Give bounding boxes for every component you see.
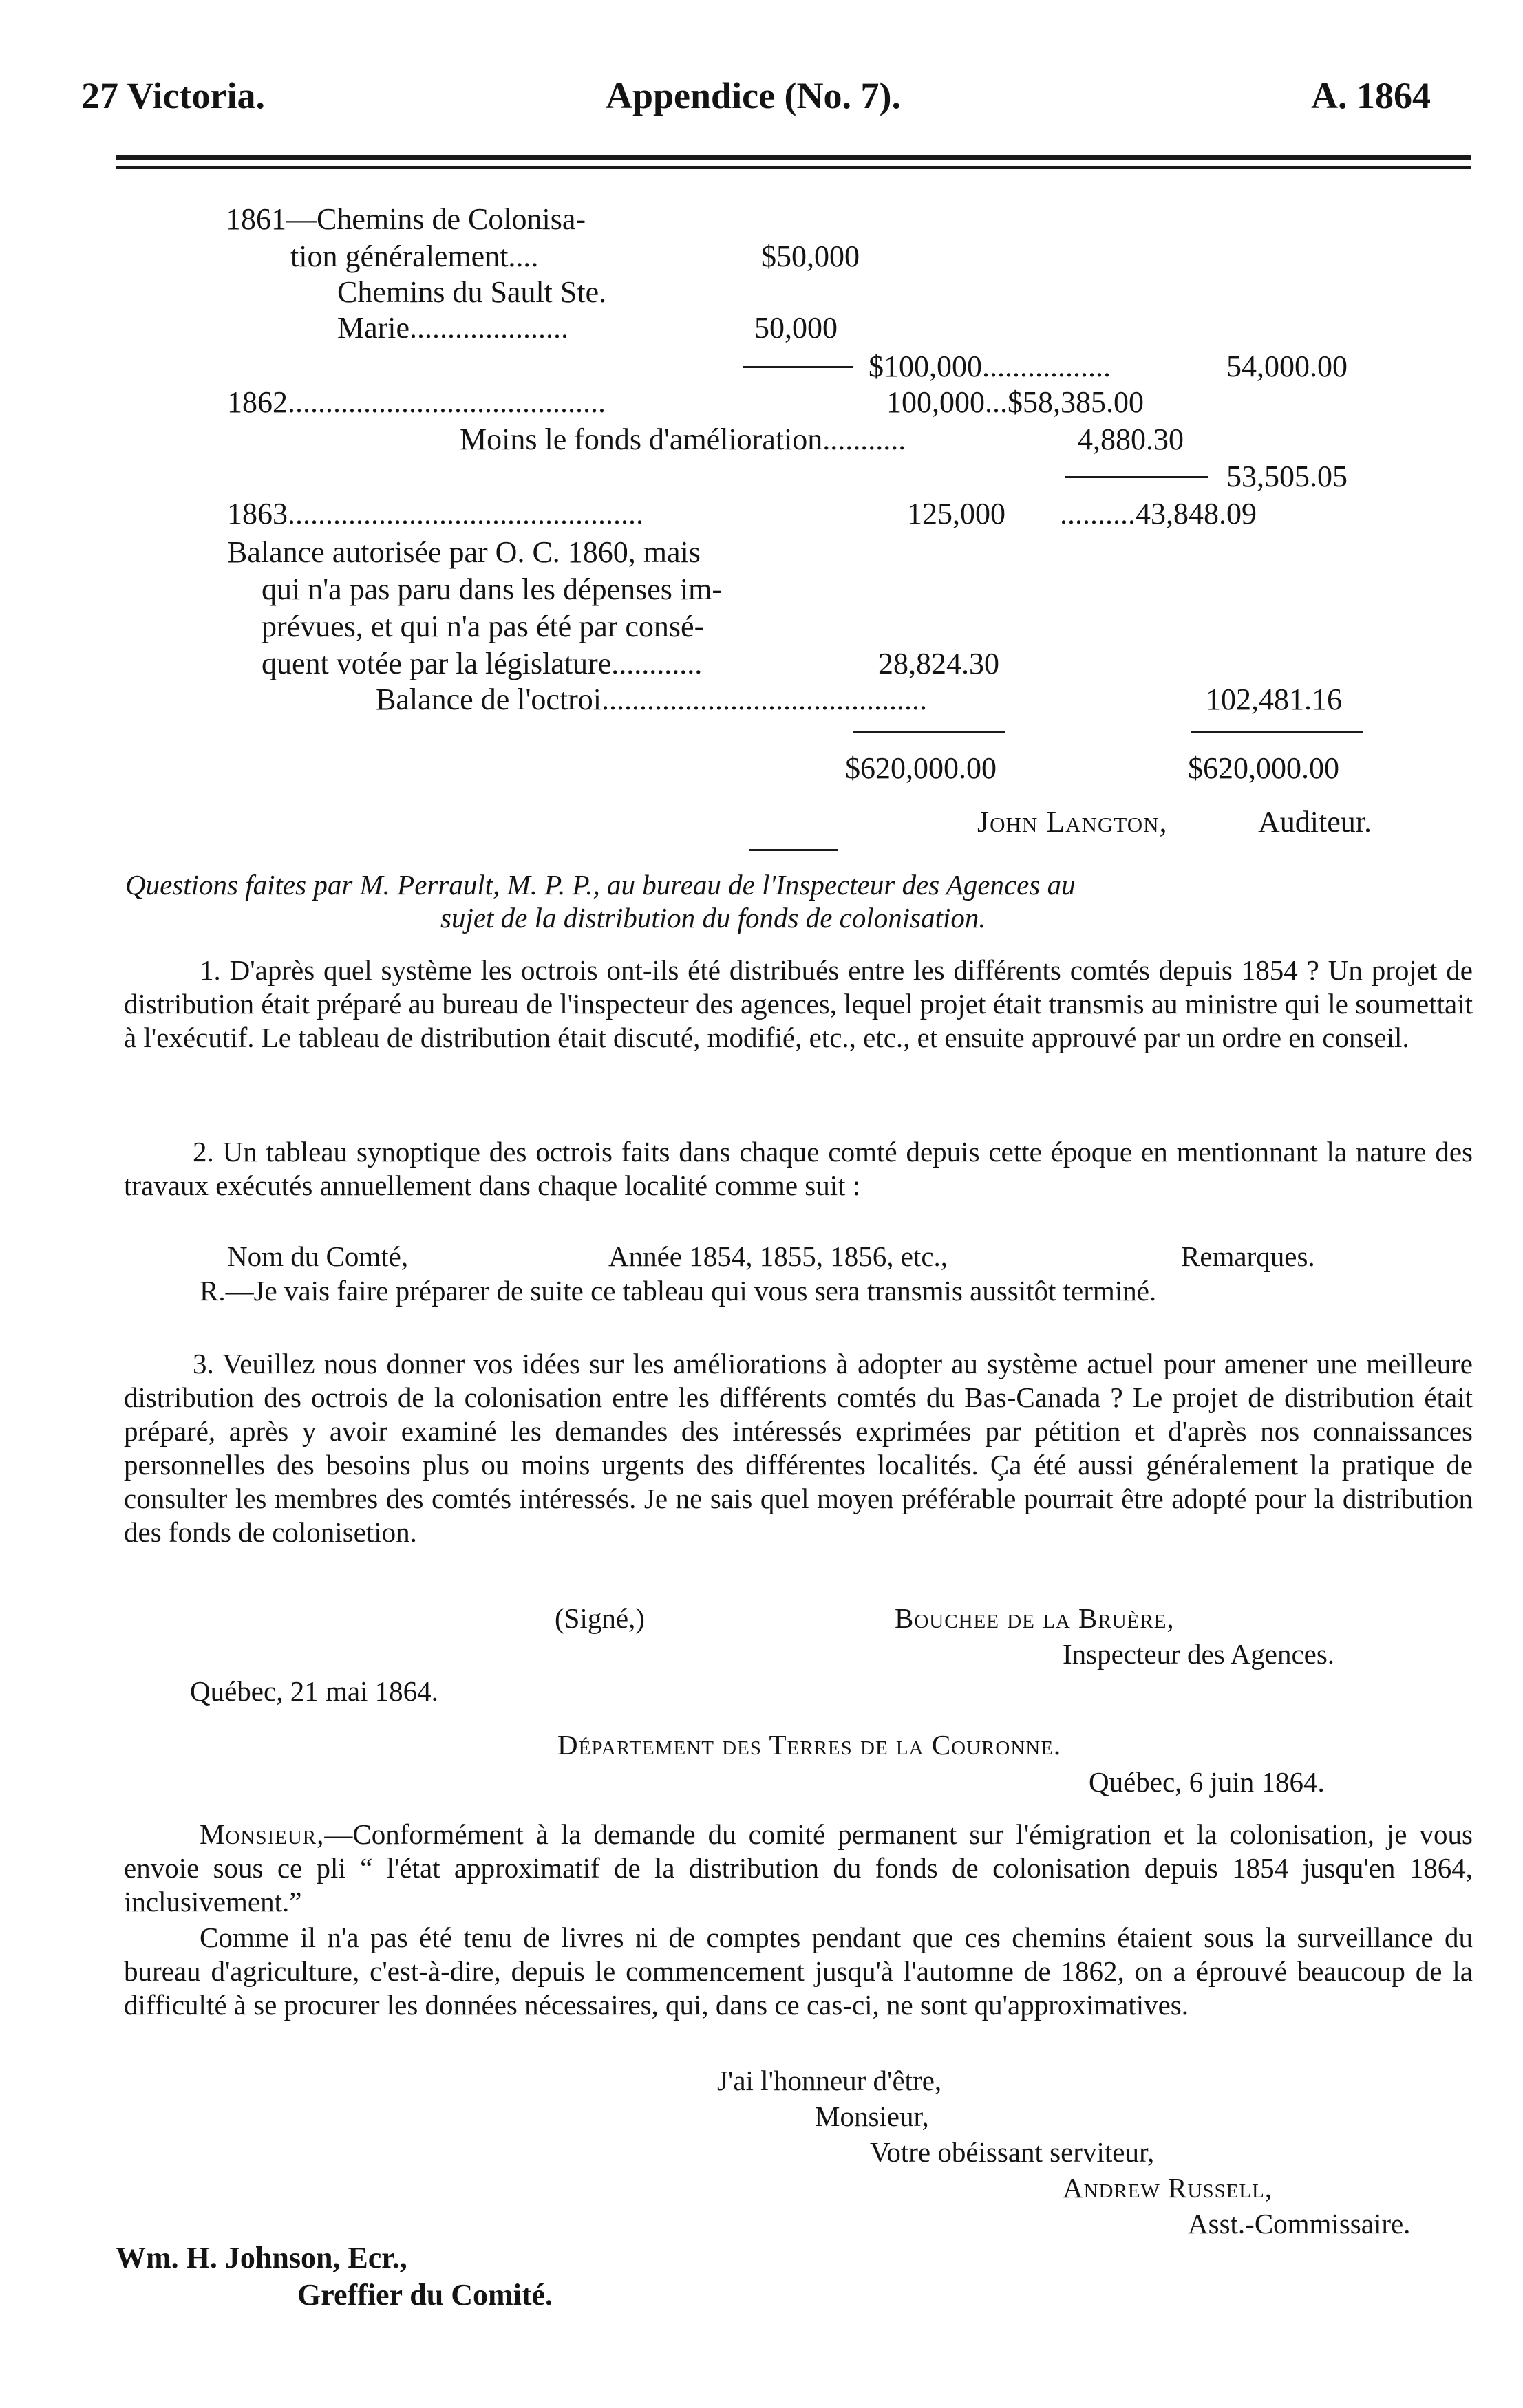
signed-label: (Signé,) — [555, 1602, 645, 1634]
header-center: Appendice (No. 7). — [606, 75, 901, 116]
table-row-1861-cont: tion généralement.... — [290, 239, 539, 273]
closing: J'ai l'honneur d'être, — [717, 2065, 942, 2096]
table-value: 28,824.30 — [878, 647, 999, 680]
place-date: Québec, 21 mai 1864. — [190, 1675, 438, 1707]
letter-text: —Conformément à la demande du comité permanent sur l'émigration et la colonisation, je vous envoie sous ce pli “ l'état approximatif de la distribution du fonds de colonisation depuis 1854 jusqu'en 1864, inclusivement.” — [124, 1818, 1473, 1917]
table-value-right: ..........43,848.09 — [1060, 497, 1257, 530]
table-row-moins: Moins le fonds d'amélioration........... — [460, 422, 906, 456]
total-rule — [853, 731, 1005, 733]
addressee-name: Wm. H. Johnson, Ecr., — [116, 2241, 407, 2275]
sum-rule — [743, 366, 853, 368]
table-value: 100,000...$58,385.00 — [886, 385, 1144, 419]
column-label: Remarques. — [1181, 1240, 1315, 1272]
header-left: 27 Victoria. — [81, 75, 265, 116]
question-2: 2. Un tableau synoptique des octrois faits dans chaque comté depuis cette époque en mentionnant la nature des travaux exécutés annuellement dans chaque localité comme suit : — [124, 1136, 1473, 1201]
signature-title: Inspecteur des Agences. — [1063, 1638, 1335, 1670]
department-date: Québec, 6 juin 1864. — [1089, 1766, 1325, 1798]
table-total-right: $620,000.00 — [1188, 751, 1339, 785]
signer-title: Asst.-Commissaire. — [1188, 2208, 1411, 2239]
table-value-right: 53,505.05 — [1226, 460, 1348, 493]
auditor-title: Auditeur. — [1258, 805, 1372, 839]
sum-rule — [1065, 476, 1208, 478]
question-3: 3. Veuillez nous donner vos idées sur les améliorations à adopter au système actuel pour amener une meilleure distribution des octrois de la colonisation entre les différents comtés du Bas-Canada ? Le projet de distribution était préparé, après y avoir examiné les demandes des intéressés exprimées par pétition et d'après nos connaissances personnelles des besoins plus ou moins urgents des différentes localités. Ça été aussi généralement la pratique de consulter les membres des comtés intéressés. Je ne sais quel moyen préférable pourrait être adopté pour la distribution des fonds de colonisetion. — [124, 1348, 1473, 1548]
answer: R.—Je vais faire préparer de suite ce tableau qui vous sera transmis aussitôt terminé. — [200, 1275, 1157, 1307]
column-label: Année 1854, 1855, 1856, etc., — [608, 1240, 948, 1272]
auditor-name: John Langton, — [977, 805, 1168, 839]
table-row-1863: 1863............................................... — [227, 497, 643, 530]
table-value: 125,000 — [907, 497, 1005, 530]
addressee-title: Greffier du Comité. — [297, 2278, 553, 2312]
signer-name: Andrew Russell, — [1063, 2172, 1273, 2204]
column-label: Nom du Comté, — [227, 1240, 409, 1272]
section-divider — [749, 849, 838, 851]
question-1: 1. D'après quel système les octrois ont-ils été distribués entre les différents comtés depuis 1854 ? Un projet de distribution était préparé au bureau de l'inspecteur des agences, lequel projet était transmis au ministre qui le soumettait à l'exécutif. Le tableau de distribution était discuté, modifié, etc., etc., et ensuite approuvé par un ordre en conseil. — [124, 954, 1473, 1053]
table-row-balance-octroi: Balance de l'octroi........................................... — [376, 682, 928, 716]
table-row-balance: Balance autorisée par O. C. 1860, mais — [227, 535, 701, 569]
table-value: 50,000 — [754, 311, 838, 345]
table-row-1862: 1862.......................................... — [227, 385, 606, 419]
table-value: $50,000 — [761, 239, 860, 273]
closing: Monsieur, — [815, 2100, 929, 2132]
header-rule-top — [116, 155, 1471, 160]
table-row-balance-cont: quent votée par la législature............ — [262, 647, 703, 680]
department-title: Département des Terres de la Couronne. — [557, 1729, 1062, 1761]
total-rule — [1191, 731, 1363, 733]
table-value-right: 54,000.00 — [1226, 350, 1348, 383]
letter-paragraph-1 — [124, 1818, 1473, 1919]
table-row-balance-cont: prévues, et qui n'a pas été par consé- — [262, 610, 705, 643]
table-row-marie: Marie..................... — [337, 311, 569, 345]
table-total: $620,000.00 — [845, 751, 997, 785]
table-row-1861: 1861—Chemins de Colonisa- — [226, 202, 586, 236]
table-row-balance-cont: qui n'a pas paru dans les dépenses im- — [262, 572, 722, 606]
closing: Votre obéissant serviteur, — [870, 2136, 1155, 2168]
questions-title: Questions faites par M. Perrault, M. P. P., au bureau de l'Inspecteur des Agences au — [125, 869, 1076, 901]
signature-name: Bouchee de la Bruère, — [895, 1602, 1175, 1634]
table-value-right: 102,481.16 — [1206, 682, 1342, 716]
salutation: Monsieur, — [200, 1818, 325, 1850]
questions-title-cont: sujet de la distribution du fonds de colonisation. — [440, 902, 986, 934]
table-subtotal: $100,000................. — [869, 350, 1111, 383]
table-row-sault: Chemins du Sault Ste. — [337, 275, 607, 309]
header-rule-bottom — [116, 166, 1471, 169]
header-right: A. 1864 — [1311, 75, 1431, 116]
table-value: 4,880.30 — [1078, 422, 1184, 456]
letter-paragraph-2: Comme il n'a pas été tenu de livres ni de comptes pendant que ces chemins étaient sous la surveillance du bureau d'agriculture, c'est-à-dire, depuis le commencement jusqu'à l'automne de 1862, on a éprouvé beaucoup de la difficulté à se procurer les données nécessaires, qui, dans ce cas-ci, ne sont qu'approximatives. — [124, 1922, 1473, 2021]
